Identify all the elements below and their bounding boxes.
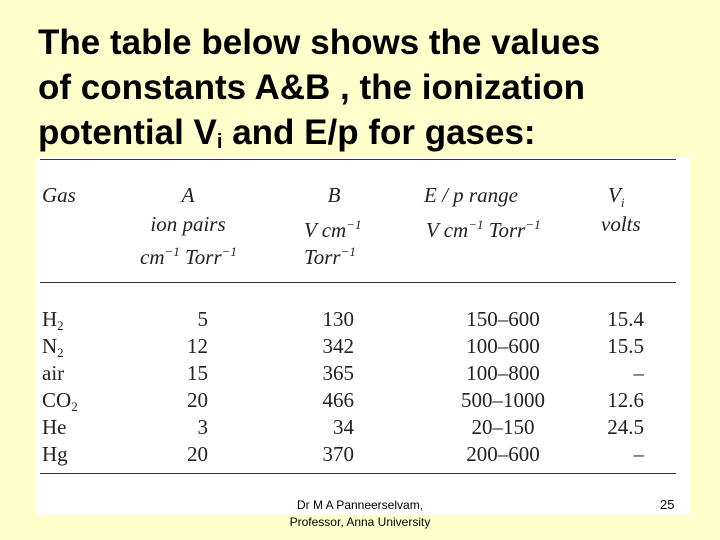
gas-subscript: 2 <box>71 399 78 414</box>
row-vi-value: 15.4 <box>607 307 644 331</box>
header-vi-v: V <box>608 183 621 207</box>
header-vi-sub: i <box>620 195 625 211</box>
row-ep-value: 200–600 <box>466 442 540 466</box>
header-a-unit: ion pairs <box>150 212 226 236</box>
page-number: 25 <box>660 497 675 512</box>
gas-name: Hg <box>42 442 68 466</box>
gas-name: H <box>42 307 58 331</box>
header-b-vcm-exp: −1 <box>346 217 362 232</box>
header-b-torr-exp: −1 <box>340 244 356 259</box>
gas-name: air <box>42 361 65 385</box>
title-line-3-subscript: i <box>216 131 223 153</box>
table-top-rule <box>40 159 676 160</box>
row-a-value: 12 <box>187 334 208 358</box>
row-vi-value: 15.5 <box>607 334 644 358</box>
title-line-2: of constants A&B , the ionization <box>38 68 586 107</box>
header-a-torr: Torr <box>179 245 222 269</box>
row-a-value: 20 <box>187 388 208 412</box>
header-a-cm-exp: −1 <box>164 244 180 259</box>
header-ep-vcm: V cm <box>426 218 469 242</box>
header-b-vcm: V cm <box>304 218 347 242</box>
slide-title <box>38 20 708 165</box>
title-line-1: The table below shows the values <box>38 23 601 62</box>
header-a-cm: cm <box>140 245 165 269</box>
title-line-3-suffix: and E/p for gases: <box>222 113 536 152</box>
footer-author <box>250 497 470 531</box>
header-ep-torr: Torr <box>483 218 526 242</box>
header-vi-unit: volts <box>601 212 641 236</box>
row-ep-value: 150–600 <box>466 307 540 331</box>
row-a-value: 5 <box>197 307 208 331</box>
table-header-rule <box>40 282 676 283</box>
row-vi-value: – <box>633 442 644 466</box>
header-ep-vcm-exp: −1 <box>468 217 484 232</box>
footer-author-affiliation: Professor, Anna University <box>289 515 431 529</box>
title-line-3-prefix: potential V <box>38 113 217 152</box>
row-b-value: 365 <box>322 361 354 385</box>
header-a-symbol: A <box>181 183 195 207</box>
row-gas <box>42 414 67 441</box>
row-b-value: 130 <box>322 307 354 331</box>
row-vi-value: 24.5 <box>607 415 644 439</box>
table-bottom-rule <box>40 473 676 474</box>
row-b-value: 34 <box>333 415 354 439</box>
row-gas <box>42 360 64 387</box>
header-ep-unit <box>426 211 541 244</box>
gas-name: He <box>42 415 67 439</box>
header-a-unit-2 <box>140 238 237 271</box>
row-b-value: 370 <box>322 442 354 466</box>
row-ep-value: 100–600 <box>466 334 540 358</box>
header-b-symbol: B <box>327 183 341 207</box>
row-a-value: 3 <box>197 415 208 439</box>
header-ep-torr-exp: −1 <box>525 217 541 232</box>
row-b-value: 342 <box>322 334 354 358</box>
header-b-torr: Torr <box>304 245 341 269</box>
row-ep-value: 100–800 <box>466 361 540 385</box>
row-ep-value: 500–1000 <box>461 388 545 412</box>
header-gas: Gas <box>42 183 76 207</box>
gas-constants-table <box>36 157 690 515</box>
gas-subscript: 2 <box>57 345 64 360</box>
header-ep-range: E / p range <box>424 183 518 207</box>
header-a-torr-exp: −1 <box>221 244 237 259</box>
row-gas <box>42 441 68 468</box>
gas-subscript: 2 <box>57 318 64 333</box>
row-vi-value: 12.6 <box>607 388 644 412</box>
row-a-value: 20 <box>187 442 208 466</box>
row-b-value: 466 <box>322 388 354 412</box>
gas-name: N <box>42 334 58 358</box>
row-vi-value: – <box>633 361 644 385</box>
header-b-unit-2 <box>304 238 356 271</box>
row-ep-value: 20–150 <box>471 415 535 439</box>
footer-author-name: Dr M A Panneerselvam, <box>296 498 424 512</box>
gas-name: CO <box>42 388 72 412</box>
row-a-value: 15 <box>187 361 208 385</box>
